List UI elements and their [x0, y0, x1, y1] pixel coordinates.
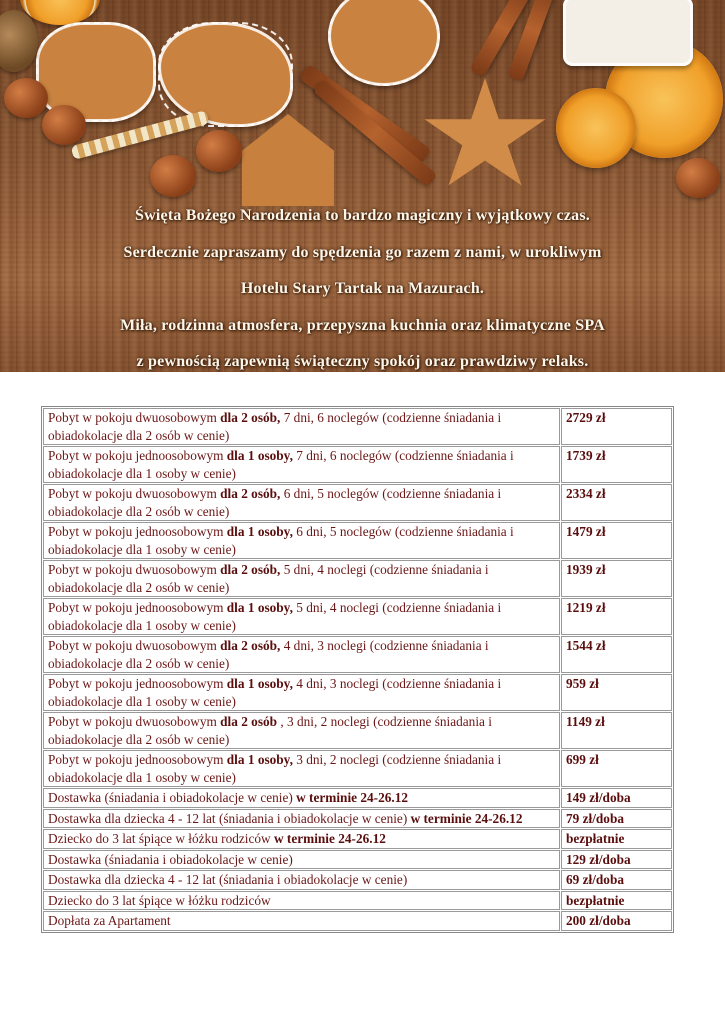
offer-details: 6 dni, 5 noclegów (codzienne śniadania i obiadokolacje dla 2 osób w cenie)	[48, 486, 502, 519]
banner-line: Miła, rodzinna atmosfera, przepyszna kuchnia oraz klimatyczne SPA	[120, 316, 605, 334]
offer-price: 1149 zł	[561, 712, 672, 749]
offer-details: , 3 dni, 2 noclegi (codzienne śniadania i obiadokolacje dla 2 osób w cenie)	[48, 714, 492, 747]
price-row	[43, 829, 672, 849]
offer-details: 5 dni, 4 noclegi (codzienne śniadania i obiadokolacje dla 1 osoby w cenie)	[48, 600, 502, 633]
hazelnut-image	[196, 130, 242, 172]
offer-highlight: dla 2 osób,	[220, 562, 281, 577]
offer-price: 79 zł/doba	[561, 809, 672, 829]
offer-text: Pobyt w pokoju jednoosobowym	[48, 448, 224, 463]
offer-details: 6 dni, 5 noclegów (codzienne śniadania i obiadokolacje dla 1 osoby w cenie)	[48, 524, 514, 557]
offer-highlight: dla 2 osób	[220, 714, 278, 729]
price-list-body	[43, 408, 672, 931]
offer-price: 1939 zł	[561, 560, 672, 597]
offer-description	[43, 788, 560, 808]
price-row	[43, 598, 672, 635]
offer-highlight: w terminie 24-26.12	[273, 831, 386, 846]
snowflake-cookie-image	[422, 78, 548, 196]
offer-description	[43, 870, 560, 890]
banner-invitation-text	[0, 198, 725, 372]
offer-description	[43, 829, 560, 849]
offer-price: 699 zł	[561, 750, 672, 787]
price-row	[43, 850, 672, 870]
hazelnut-image	[676, 158, 720, 198]
offer-description	[43, 674, 560, 711]
offer-price: 2334 zł	[561, 484, 672, 521]
house-cookie-image	[242, 114, 334, 206]
price-row	[43, 446, 672, 483]
walnut-image	[0, 10, 38, 72]
offer-text: Dziecko do 3 lat śpiące w łóżku rodziców	[48, 892, 271, 908]
price-row	[43, 560, 672, 597]
offer-text: Pobyt w pokoju jednoosobowym	[48, 600, 224, 615]
offer-highlight: w terminie 24-26.12	[296, 790, 409, 805]
offer-text: Pobyt w pokoju jednoosobowym	[48, 752, 224, 767]
price-row	[43, 870, 672, 890]
square-cookie-image	[563, 0, 693, 66]
offer-text: Dopłata za Apartament	[48, 913, 171, 928]
offer-price: 1479 zł	[561, 522, 672, 559]
offer-price: 1219 zł	[561, 598, 672, 635]
offer-text: Pobyt w pokoju dwuosobowym	[48, 486, 217, 501]
offer-details: 3 dni, 2 noclegi (codzienne śniadania i obiadokolacje dla 1 osoby w cenie)	[48, 752, 502, 785]
offer-description	[43, 891, 560, 911]
price-row	[43, 484, 672, 521]
offer-description	[43, 598, 560, 635]
offer-highlight: dla 1 osoby,	[226, 676, 293, 691]
offer-description	[43, 522, 560, 559]
price-row	[43, 750, 672, 787]
price-row	[43, 712, 672, 749]
offer-price: 129 zł/doba	[561, 850, 672, 870]
offer-highlight: dla 1 osoby,	[226, 448, 293, 463]
offer-highlight: dla 1 osoby,	[226, 600, 293, 615]
offer-text: Dziecko do 3 lat śpiące w łóżku rodziców	[48, 831, 271, 846]
hazelnut-image	[4, 78, 48, 118]
banner-line: Hotelu Stary Tartak na Mazurach.	[240, 280, 485, 297]
offer-text: Pobyt w pokoju jednoosobowym	[48, 676, 224, 691]
offer-highlight: dla 2 osób,	[220, 486, 281, 501]
offer-description	[43, 750, 560, 787]
offer-description	[43, 636, 560, 673]
christmas-banner	[0, 0, 725, 372]
offer-price: 69 zł/doba	[561, 870, 672, 890]
offer-price: 959 zł	[561, 674, 672, 711]
offer-description	[43, 911, 560, 931]
offer-description	[43, 560, 560, 597]
offer-description	[43, 809, 560, 829]
hazelnut-image	[42, 105, 86, 145]
offer-text: Pobyt w pokoju dwuosobowym	[48, 562, 217, 577]
offer-highlight: w terminie 24-26.12	[410, 810, 523, 826]
offer-price: bezpłatnie	[561, 829, 672, 849]
offer-text: Dostawka dla dziecka 4 - 12 lat (śniadania i obiadokolacje w cenie)	[48, 810, 408, 826]
offer-text: Pobyt w pokoju dwuosobowym	[48, 410, 217, 425]
offer-details: 5 dni, 4 noclegi (codzienne śniadania i obiadokolacje dla 2 osób w cenie)	[48, 562, 489, 595]
price-row	[43, 522, 672, 559]
offer-details: 7 dni, 6 noclegów (codzienne śniadania i obiadokolacje dla 1 osoby w cenie)	[48, 448, 514, 481]
offer-text: Dostawka (śniadania i obiadokolacje w cenie)	[48, 851, 293, 867]
offer-details: 4 dni, 3 noclegi (codzienne śniadania i obiadokolacje dla 1 osoby w cenie)	[48, 676, 502, 709]
price-row	[43, 408, 672, 445]
offer-description	[43, 408, 560, 445]
offer-highlight: dla 2 osób,	[220, 410, 281, 425]
price-row	[43, 636, 672, 673]
offer-text: Dostawka dla dziecka 4 - 12 lat (śniadania i obiadokolacje w cenie)	[48, 872, 408, 887]
price-row	[43, 911, 672, 931]
offer-details: 4 dni, 3 noclegi (codzienne śniadania i obiadokolacje dla 2 osób w cenie)	[48, 638, 489, 671]
banner-line: z pewnością zapewnią świąteczny spokój oraz prawdziwy relaks.	[136, 353, 589, 370]
offer-price: 149 zł/doba	[561, 788, 672, 808]
offer-description	[43, 712, 560, 749]
banner-line: Święta Bożego Narodzenia to bardzo magiczny i wyjątkowy czas.	[135, 207, 590, 224]
price-row	[43, 788, 672, 808]
offer-price: 2729 zł	[561, 408, 672, 445]
hazelnut-image	[150, 155, 196, 197]
price-row	[43, 891, 672, 911]
offer-description	[43, 484, 560, 521]
orange-slice-image	[556, 88, 636, 168]
offer-price: bezpłatnie	[561, 891, 672, 911]
offer-text: Pobyt w pokoju dwuosobowym	[48, 638, 217, 653]
banner-line: Serdecznie zapraszamy do spędzenia go razem z nami, w urokliwym	[123, 243, 602, 261]
offer-highlight: dla 1 osoby,	[226, 524, 293, 539]
offer-details: 7 dni, 6 noclegów (codzienne śniadania i obiadokolacje dla 2 osób w cenie)	[48, 410, 502, 443]
price-row	[43, 809, 672, 829]
offer-description	[43, 446, 560, 483]
offer-highlight: dla 2 osób,	[220, 638, 281, 653]
round-cookie-image	[328, 0, 440, 86]
price-row	[43, 674, 672, 711]
price-list-table	[41, 406, 674, 933]
offer-text: Dostawka (śniadania i obiadokolacje w cenie)	[48, 790, 293, 805]
bird-cookie-image	[158, 22, 293, 127]
offer-text: Pobyt w pokoju dwuosobowym	[48, 714, 217, 729]
offer-price: 1739 zł	[561, 446, 672, 483]
offer-price: 200 zł/doba	[561, 911, 672, 931]
offer-price: 1544 zł	[561, 636, 672, 673]
offer-highlight: dla 1 osoby,	[226, 752, 293, 767]
offer-text: Pobyt w pokoju jednoosobowym	[48, 524, 224, 539]
offer-description	[43, 850, 560, 870]
